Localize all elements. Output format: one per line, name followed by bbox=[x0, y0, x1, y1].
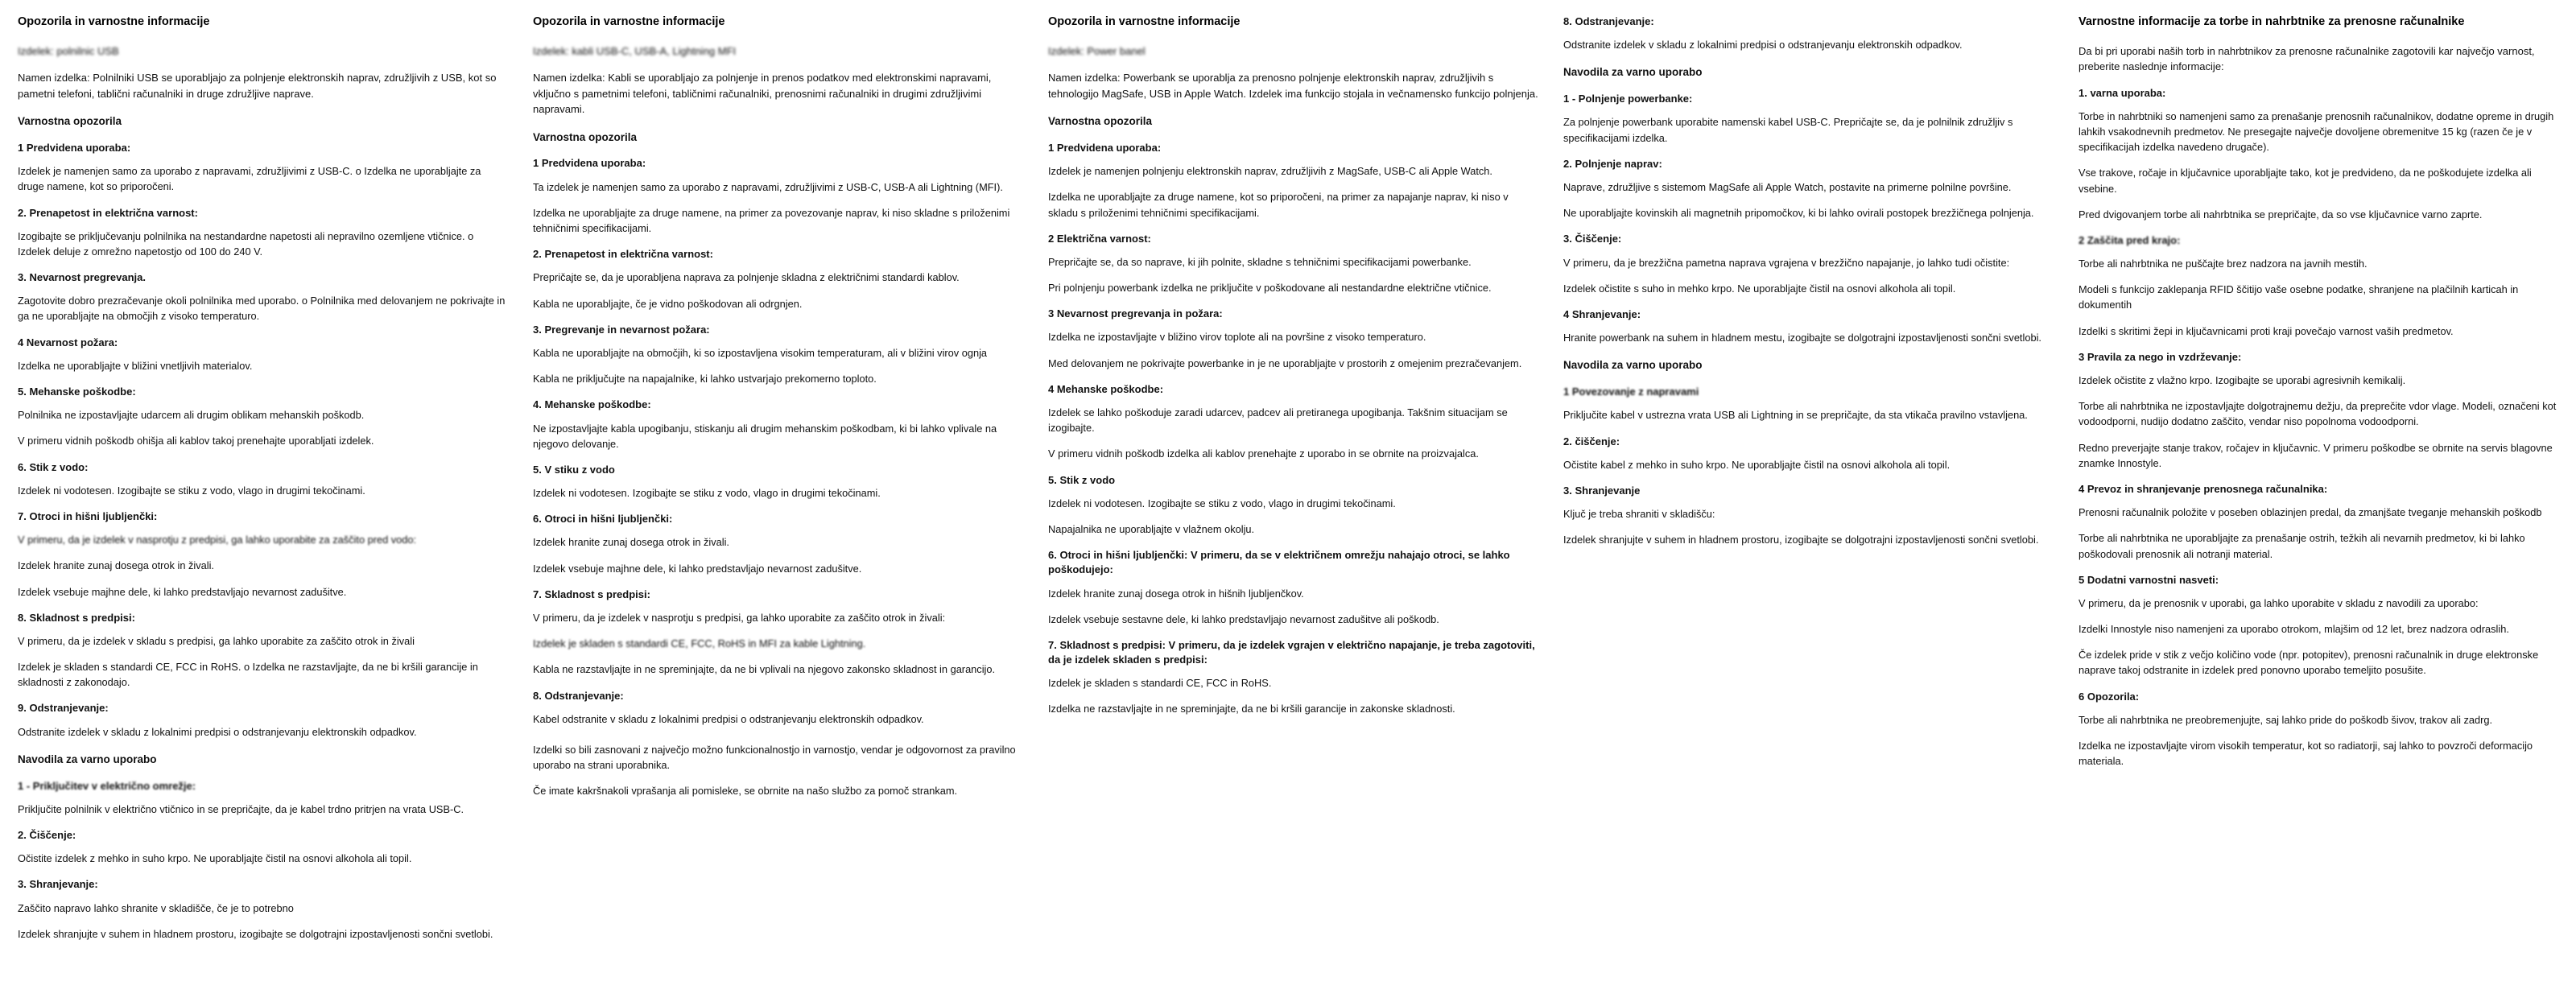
item-paragraph: Kabla ne priključujte na napajalnike, ki lahko ustvarjajo prekomerno toploto. bbox=[533, 373, 877, 385]
item-heading: 3 Nevarnost pregrevanja in požara: bbox=[1048, 307, 1223, 320]
item-heading: 6. Stik z vodo: bbox=[18, 460, 89, 473]
item-heading: 9. Odstranjevanje: bbox=[18, 702, 109, 715]
item-paragraph: V primeru, da je prenosnik v uporabi, ga lahko uporabite v skladu z navodili za uporabo: bbox=[2079, 596, 2479, 609]
item-paragraph: Izdelek se lahko poškoduje zaradi udarcev, padcev ali pretiranega upogibanja. Takšnim situacijam se izogibajte. bbox=[1048, 406, 1508, 435]
item-heading bbox=[1563, 385, 2054, 399]
blurred-heading-text: 2 Zaščita pred krajo: bbox=[2079, 233, 2181, 246]
item-heading: 3. Shranjevanje bbox=[1563, 484, 1641, 497]
item-paragraph: Izdelka ne uporabljajte v bližini vnetljivih materialov. bbox=[18, 359, 253, 372]
item-paragraph: Ne izpostavljajte kabla upogibanju, stiskanju ali drugim mehanskim poškodbam, ki bi lahko vplivale na njegovo delovanje. bbox=[533, 422, 997, 450]
item-paragraph: Izdelek vsebuje sestavne dele, ki lahko predstavljajo nevarnost zadušitve ali poškodb. bbox=[1048, 612, 1439, 625]
item-heading: 2. čiščenje: bbox=[1563, 435, 1620, 447]
section-heading: Varnostna opozorila bbox=[18, 115, 122, 128]
item-paragraph: Odstranite izdelek v skladu z lokalnimi predpisi o odstranjevanju elektronskih odpadkov. bbox=[1563, 39, 1963, 52]
item-heading: 5. V stiku z vodo bbox=[533, 463, 615, 476]
item-paragraph: Med delovanjem ne pokrivajte powerbanke in je ne uporabljajte v prostorih z omejenim prezračevanjem. bbox=[1048, 357, 1522, 369]
item-paragraph: Izdelek hranite zunaj dosega otrok in živali. bbox=[533, 536, 729, 549]
item-heading: 6. Otroci in hišni ljubljenčki: V primeru, da se v električnem omrežju nahajajo otroci, se lahko poškodujejo: bbox=[1048, 549, 1510, 576]
item-paragraph: Izdelek ni vodotesen. Izogibajte se stiku z vodo, vlago in drugimi tekočinami. bbox=[1048, 497, 1396, 509]
item-paragraph: V primeru, da je izdelek v skladu s predpisi, ga lahko uporabite za zaščito otrok in živali bbox=[18, 634, 415, 647]
item-heading: 7. Otroci in hišni ljubljenčki: bbox=[18, 509, 158, 522]
product-label-text: Izdelek: polnilnic USB bbox=[18, 44, 119, 57]
item-paragraph: V primeru vidnih poškodb ohišja ali kablov takoj prenehajte uporabljati izdelek. bbox=[18, 435, 374, 447]
column-title: Opozorila in varnostne informacije bbox=[1048, 15, 1241, 28]
item-paragraph: Kabla ne uporabljajte na območjih, ki so izpostavljena visokim temperaturam, ali v bližini virov ognja bbox=[533, 346, 988, 359]
item-paragraph bbox=[18, 532, 509, 547]
item-paragraph: Prepričajte se, da je uporabljena naprava za polnjenje skladna z električnimi standardi kablov. bbox=[533, 271, 960, 284]
item-heading: 4 Prevoz in shranjevanje prenosnega računalnika: bbox=[2079, 482, 2328, 495]
item-paragraph: V primeru, da je izdelek v nasprotju s predpisi, ga lahko uporabite za zaščito otrok in živali: bbox=[533, 612, 946, 625]
item-paragraph: Izdelek je namenjen polnjenju elektronskih naprav, združljivih z MagSafe, USB-C ali Apple Watch. bbox=[1048, 165, 1492, 178]
section-heading: Varnostna opozorila bbox=[1048, 115, 1153, 128]
section-heading: Navodila za varno uporabo bbox=[1563, 66, 1703, 79]
section-heading: Navodila za varno uporabo bbox=[1563, 359, 1703, 372]
product-label-text: Izdelek: Power banel bbox=[1048, 44, 1146, 57]
item-paragraph: Torbe ali nahrbtnika ne preobremenjujte, saj lahko pride do poškodb šivov, trakov ali zadrg. bbox=[2079, 713, 2493, 726]
item-heading: 4. Mehanske poškodbe: bbox=[533, 398, 651, 411]
item-paragraph: Priključite polnilnik v električno vtičnico in se prepričajte, da je kabel trdno pritrjen na vrata USB-C. bbox=[18, 802, 464, 815]
closing-paragraph: Če imate kakršnakoli vprašanja ali pomisleke, se obrnite na našo službo za pomoč strankam. bbox=[533, 785, 958, 798]
column-backpack bbox=[2072, 14, 2576, 779]
item-paragraph: Izdelka ne izpostavljajte v bližino virov toplote ali na površine z visoko temperaturo. bbox=[1048, 331, 1426, 344]
item-heading: 5. Mehanske poškodbe: bbox=[18, 385, 136, 398]
item-heading: 8. Skladnost s predpisi: bbox=[18, 611, 135, 624]
product-purpose: Namen izdelka: Polnilniki USB se uporabljajo za polnjenje elektronskih naprav, združljivih z USB, kot so pametni telefoni, tablični računalniki in druge združljive naprave. bbox=[18, 72, 497, 100]
item-paragraph: Izdelek ni vodotesen. Izogibajte se stiku z vodo, vlago in drugimi tekočinami. bbox=[533, 487, 881, 500]
item-heading: 1 Predvidena uporaba: bbox=[1048, 141, 1162, 154]
item-paragraph: Kabel odstranite v skladu z lokalnimi predpisi o odstranjevanju elektronskih odpadkov. bbox=[533, 712, 924, 725]
column-title: Varnostne informacije za torbe in nahrbtnike za prenosne računalnike bbox=[2079, 15, 2465, 28]
item-paragraph: Izdelek shranjujte v suhem in hladnem prostoru, izogibajte se dolgotrajni izpostavljenosti sončni svetlobi. bbox=[18, 927, 493, 940]
item-paragraph: Izdelki Innostyle niso namenjeni za uporabo otrokom, mlajšim od 12 let, brez nadzora odraslih. bbox=[2079, 623, 2509, 636]
item-paragraph: Vse trakove, ročaje in ključavnice uporabljajte tako, kot je predvideno, da ne poškodujete izdelka ali vsebine. bbox=[2079, 167, 2532, 195]
item-paragraph: Torbe ali nahrbtnika ne puščajte brez nadzora na javnih mestih. bbox=[2079, 258, 2368, 270]
product-label bbox=[18, 43, 509, 60]
item-paragraph: Torbe in nahrbtniki so namenjeni samo za prenašanje prenosnih računalnikov, dodatne opreme in drugih lahkih vsakodnevnih predmetov. Ne presegajte največje dovoljene obremenitve 15 kg (razen če je v specifikacijah izdelka navedeno drugače). bbox=[2079, 109, 2554, 154]
item-heading: 1. varna uporaba: bbox=[2079, 86, 2166, 99]
blurred-text: Izdelek je skladen s standardi CE, FCC, RoHS in MFI za kable Lightning. bbox=[533, 637, 866, 650]
item-heading bbox=[18, 779, 509, 794]
item-heading: 1 Predvidena uporaba: bbox=[533, 157, 646, 170]
item-heading: 1 Predvidena uporaba: bbox=[18, 141, 131, 154]
blurred-heading-text: 1 Povezovanje z napravami bbox=[1563, 385, 1699, 398]
item-paragraph: Izogibajte se priključevanju polnilnika na nestandardne napetosti ali nepravilno ozemljene vtičnice. o Izdelek deluje z omrežno napetostjo od 100 do 240 V. bbox=[18, 229, 474, 258]
item-paragraph: Izdelka ne uporabljajte za druge namene, na primer za povezovanje naprav, ki niso skladne s priloženimi tehničnimi specifikacijami. bbox=[533, 206, 1010, 235]
item-paragraph: Torbe ali nahrbtnika ne izpostavljajte dolgotrajnemu dežju, da preprečite vdor vlage. Modeli, označeni kot vodoodporni, nudijo dodatno zaščito, vendar niso popolnoma vodoodporni. bbox=[2079, 400, 2557, 428]
product-label bbox=[1048, 43, 1539, 60]
blurred-text: V primeru, da je izdelek v nasprotju z predpisi, ga lahko uporabite za zaščito pred vodo: bbox=[18, 534, 417, 546]
item-heading: 7. Skladnost s predpisi: V primeru, da je izdelek vgrajen v električno napajanje, je treba zagotoviti, da je izdelek skladen s predpisi: bbox=[1048, 638, 1535, 666]
item-paragraph bbox=[533, 636, 1024, 651]
intro-paragraph: Da bi pri uporabi naših torb in nahrbtnikov za prenosne računalnike zagotovili kar največjo varnost, preberite naslednje informacije: bbox=[2079, 44, 2535, 73]
item-paragraph: Priključite kabel v ustrezna vrata USB ali Lightning in se prepričajte, da sta vtikača pravilno vstavljena. bbox=[1563, 409, 2028, 422]
item-heading: 4 Shranjevanje: bbox=[1563, 307, 1641, 320]
column-usb-charger bbox=[11, 14, 526, 952]
item-paragraph: Izdelek ni vodotesen. Izogibajte se stiku z vodo, vlago in drugimi tekočinami. bbox=[18, 484, 365, 497]
item-paragraph: Izdelka ne izpostavljajte virom visokih temperatur, kot so radiatorji, saj lahko to povzroči deformacijo materiala. bbox=[2079, 740, 2533, 768]
item-paragraph: Izdelek očistite z vlažno krpo. Izogibajte se uporabi agresivnih kemikalij. bbox=[2079, 374, 2406, 386]
blurred-heading-text: 1 - Priključitev v električno omrežje: bbox=[18, 779, 196, 792]
item-heading bbox=[2079, 233, 2570, 248]
item-heading: 4 Mehanske poškodbe: bbox=[1048, 382, 1164, 395]
column-title: Opozorila in varnostne informacije bbox=[18, 15, 210, 28]
item-heading: 2 Električna varnost: bbox=[1048, 232, 1151, 245]
item-paragraph: Izdelek je skladen s standardi CE, FCC in RoHS. bbox=[1048, 677, 1272, 690]
item-heading: 3. Shranjevanje: bbox=[18, 878, 98, 891]
item-paragraph: Izdelka ne razstavljajte in ne spreminjajte, da ne bi kršili garancije in zakonske skladnosti. bbox=[1048, 703, 1455, 715]
item-heading: 6 Opozorila: bbox=[2079, 690, 2140, 703]
item-paragraph: V primeru, da je brezžična pametna naprava vgrajena v brezžično napajanje, jo lahko tudi očistite: bbox=[1563, 256, 2010, 269]
product-purpose: Namen izdelka: Kabli se uporabljajo za polnjenje in prenos podatkov med elektronskimi napravami, vključno s pametnimi telefoni, tabličnimi računalniki, prenosnimi računalniki in drugimi združljivimi napravami. bbox=[533, 72, 992, 116]
item-paragraph: Izdelek vsebuje majhne dele, ki lahko predstavljajo nevarnost zadušitve. bbox=[533, 562, 862, 575]
item-paragraph: Izdelek hranite zunaj dosega otrok in hišnih ljubljenčkov. bbox=[1048, 587, 1304, 600]
item-heading: 5 Dodatni varnostni nasveti: bbox=[2079, 573, 2219, 586]
item-paragraph: Hranite powerbank na suhem in hladnem mestu, izogibajte se dolgotrajni izpostavljenosti sončni svetlobi. bbox=[1563, 332, 2041, 344]
section-heading: Varnostna opozorila bbox=[533, 130, 638, 143]
item-heading: 2. Polnjenje naprav: bbox=[1563, 157, 1662, 170]
item-paragraph: V primeru vidnih poškodb izdelka ali kablov prenehajte z uporabo in se obrnite na proizvajalca. bbox=[1048, 447, 1479, 460]
item-paragraph: Kabla ne uporabljajte, če je vidno poškodovan ali odrgnjen. bbox=[533, 297, 803, 310]
item-paragraph: Ne uporabljajte kovinskih ali magnetnih pripomočkov, ki bi lahko ovirali postopek brezžičnega polnjenja. bbox=[1563, 207, 2034, 220]
product-purpose: Namen izdelka: Powerbank se uporablja za prenosno polnjenje elektronskih naprav, združljivih s tehnologijo MagSafe, USB in Apple Watch. Izdelek ima funkcijo stojala in večnamensko funkcijo polnjenja. bbox=[1048, 72, 1538, 100]
item-paragraph: Izdelek vsebuje majhne dele, ki lahko predstavljajo nevarnost zadušitve. bbox=[18, 585, 347, 598]
item-paragraph: Naprave, združljive s sistemom MagSafe ali Apple Watch, postavite na primerne polnilne površine. bbox=[1563, 181, 2012, 194]
item-heading: 5. Stik z vodo bbox=[1048, 473, 1116, 486]
item-paragraph: Pred dvigovanjem torbe ali nahrbtnika se prepričajte, da so vse ključavnice varno zaprte. bbox=[2079, 208, 2483, 221]
item-heading: 3. Čiščenje: bbox=[1563, 233, 1622, 245]
item-paragraph: Zagotovite dobro prezračevanje okoli polnilnika med uporabo. o Polnilnika med delovanjem ne pokrivajte in ga ne uporabljajte na območjih z visoko temperaturo. bbox=[18, 295, 506, 323]
item-heading: 2. Prenapetost in električna varnost: bbox=[533, 248, 713, 261]
item-paragraph: Modeli s funkcijo zaklepanja RFID ščitijo vaše osebne podatke, shranjene na plačilnih karticah in dokumentih bbox=[2079, 283, 2519, 311]
item-heading: 8. Odstranjevanje: bbox=[533, 689, 624, 702]
item-paragraph: Izdelka ne uporabljajte za druge namene, kot so priporočeni, na primer za napajanje naprav, ki niso v skladu s priloženimi tehničnimi specifikacijami. bbox=[1048, 191, 1509, 219]
section-heading: Navodila za varno uporabo bbox=[18, 752, 157, 765]
item-paragraph: Ta izdelek je namenjen samo za uporabo z napravami, združljivimi z USB-C, USB-A ali Lightning (MFI). bbox=[533, 180, 1003, 193]
column-cables bbox=[526, 14, 1042, 810]
item-heading: 2. Prenapetost in električna varnost: bbox=[18, 206, 198, 219]
column-powerbank-usage bbox=[1557, 14, 2072, 559]
item-paragraph: Izdelek je skladen s standardi CE, FCC in RoHS. o Izdelka ne razstavljajte, da ne bi kršili garancije in skladnosti z zakonodajo. bbox=[18, 661, 478, 689]
item-paragraph: Pri polnjenju powerbank izdelka ne priključite v poškodovane ali nestandardne električne vtičnice. bbox=[1048, 282, 1492, 295]
item-heading: 6. Otroci in hišni ljubljenčki: bbox=[533, 513, 673, 526]
item-paragraph: Polnilnika ne izpostavljajte udarcem ali drugim oblikam mehanskih poškodb. bbox=[18, 409, 365, 422]
item-heading: 3 Pravila za nego in vzdrževanje: bbox=[2079, 350, 2242, 363]
item-paragraph: Kabla ne razstavljajte in ne spreminjajte, da ne bi vplivali na njegovo zakonsko skladnost in garancijo. bbox=[533, 663, 996, 676]
item-paragraph: Izdelki s skritimi žepi in ključavnicami proti kraji povečajo varnost vaših predmetov. bbox=[2079, 324, 2454, 337]
item-heading: 3. Nevarnost pregrevanja. bbox=[18, 271, 146, 284]
column-powerbank bbox=[1042, 14, 1557, 728]
item-paragraph: Očistite kabel z mehko in suho krpo. Ne uporabljajte čistil na osnovi alkohola ali topil. bbox=[1563, 458, 1951, 471]
item-paragraph: Prepričajte se, da so naprave, ki jih polnite, skladne s tehničnimi specifikacijami powerbanke. bbox=[1048, 255, 1472, 268]
item-heading: 3. Pregrevanje in nevarnost požara: bbox=[533, 323, 710, 336]
item-paragraph: Prenosni računalnik položite v poseben oblazinjen predal, da zmanjšate tveganje mehanskih poškodb bbox=[2079, 506, 2542, 519]
column-title: Opozorila in varnostne informacije bbox=[533, 15, 725, 28]
item-paragraph: Izdelek hranite zunaj dosega otrok in živali. bbox=[18, 559, 214, 572]
item-heading: 2. Čiščenje: bbox=[18, 829, 76, 842]
item-paragraph: Ključ je treba shraniti v skladišču: bbox=[1563, 508, 1715, 521]
item-heading: 8. Odstranjevanje: bbox=[1563, 15, 1654, 27]
item-paragraph: Izdelek shranjujte v suhem in hladnem prostoru, izogibajte se dolgotrajni izpostavljenosti sončni svetlobi. bbox=[1563, 534, 2039, 546]
item-paragraph: Redno preverjajte stanje trakov, ročajev in ključavnic. V primeru poškodbe se obrnite na servis blagovne znamke Innostyle. bbox=[2079, 441, 2553, 469]
item-paragraph: Torbe ali nahrbtnika ne uporabljajte za prenašanje ostrih, težkih ali nevarnih predmetov, ki bi lahko poškodovali prenosnik ali notranji material. bbox=[2079, 532, 2525, 560]
closing-paragraph: Izdelki so bili zasnovani z največjo možno funkcionalnostjo in varnostjo, vendar je odgovornost za pravilno uporabo na strani uporabnika. bbox=[533, 743, 1016, 772]
item-paragraph: Napajalnika ne uporabljajte v vlažnem okolju. bbox=[1048, 522, 1255, 535]
item-paragraph: Odstranite izdelek v skladu z lokalnimi predpisi o odstranjevanju elektronskih odpadkov. bbox=[18, 725, 417, 738]
item-heading: 1 - Polnjenje powerbanke: bbox=[1563, 93, 1693, 105]
item-heading: 4 Nevarnost požara: bbox=[18, 336, 118, 348]
product-label bbox=[533, 43, 1024, 60]
item-paragraph: Če izdelek pride v stik z večjo količino vode (npr. potopitev), prenosni računalnik in druge elektronske naprave takoj odstranite in izdelek pred ponovno uporabo temeljito posušite. bbox=[2079, 649, 2539, 677]
item-paragraph: Izdelek očistite s suho in mehko krpo. Ne uporabljajte čistil na osnovi alkohola ali topil. bbox=[1563, 282, 1956, 295]
item-paragraph: Za polnjenje powerbank uporabite namenski kabel USB-C. Prepričajte se, da je polnilnik združljiv s specifikacijami izdelka. bbox=[1563, 116, 2013, 144]
item-paragraph: Izdelek je namenjen samo za uporabo z napravami, združljivimi z USB-C. o Izdelka ne uporabljajte za druge namene, kot so priporočeni. bbox=[18, 165, 481, 193]
item-paragraph: Zaščito napravo lahko shranite v skladišče, če je to potrebno bbox=[18, 901, 294, 914]
item-paragraph: Očistite izdelek z mehko in suho krpo. Ne uporabljajte čistil na osnovi alkohola ali topil. bbox=[18, 852, 412, 865]
item-heading: 7. Skladnost s predpisi: bbox=[533, 588, 650, 600]
product-label-text: Izdelek: kabli USB-C, USB-A, Lightning MFI bbox=[533, 44, 737, 57]
